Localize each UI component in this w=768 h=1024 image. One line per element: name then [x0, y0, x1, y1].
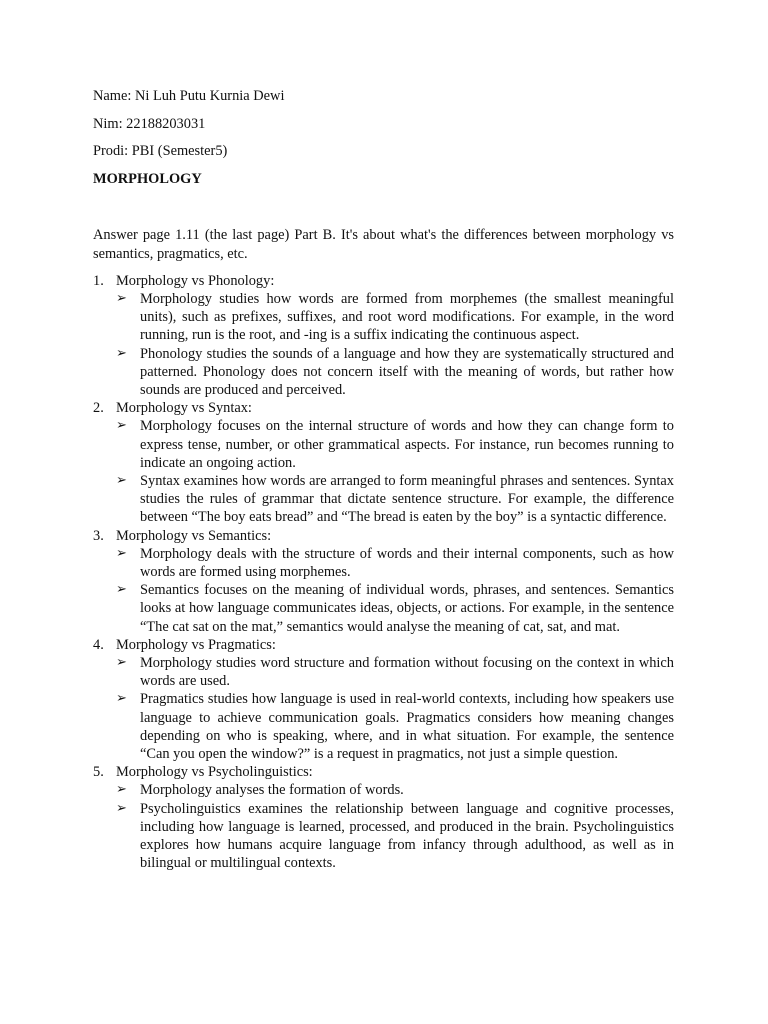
bullet-text: Phonology studies the sounds of a language and how they are systematically structured and patterned. Phonology does not concern itself with the meaning of words, but rather how sounds are produced and perceived.: [140, 345, 674, 398]
student-name: Name: Ni Luh Putu Kurnia Dewi: [93, 88, 285, 104]
list-item: [93, 399, 674, 526]
list-item: [93, 763, 674, 872]
bullet-item: [116, 581, 674, 636]
list-item-heading-text: Morphology vs Semantics:: [116, 527, 272, 544]
bullet-text: Morphology deals with the structure of words and their internal components, such as how words are formed using morphemes.: [140, 545, 674, 580]
arrow-bullet-icon: ➢: [116, 691, 127, 707]
list-item-number: 4.: [93, 636, 104, 653]
arrow-bullet-icon: ➢: [116, 800, 127, 816]
list-item-heading: [93, 763, 674, 781]
bullet-text: Psycholinguistics examines the relationship between language and cognitive processes, including how language is learned, processed, and produced in the brain. Psycholinguistics explores how humans acquire language from infancy through adulthood, as well as in bilingual or multilingual contexts.: [140, 800, 674, 872]
student-nim: Nim: 22188203031: [93, 115, 206, 132]
bullet-text: Morphology analyses the formation of words.: [140, 782, 404, 799]
arrow-bullet-icon: ➢: [116, 345, 127, 361]
bullet-item: [116, 290, 674, 345]
bullet-item: [116, 781, 674, 799]
list-item-heading-text: Morphology vs Phonology:: [116, 272, 275, 289]
list-item-heading-text: Morphology vs Syntax:: [116, 400, 252, 417]
arrow-bullet-icon: ➢: [116, 545, 127, 561]
bullet-text: Pragmatics studies how language is used in real-world contexts, including how speakers use language to achieve communication goals. Pragmatics considers how meaning changes depending on who is speaking, where, and in what situation. For example, the sentence “Can you open the window?” is a request in pragmatics, not just a simple question.: [140, 691, 674, 762]
arrow-bullet-icon: ➢: [116, 472, 127, 488]
bullet-item: [116, 345, 674, 400]
list-item-number: 2.: [93, 400, 104, 417]
intro-paragraph: Answer page 1.11 (the last page) Part B. It's about what's the differences between morphology vs semantics, pragmatics, etc.: [93, 227, 674, 262]
bullet-list: [93, 545, 674, 636]
list-item-heading-text: Morphology vs Pragmatics:: [116, 636, 276, 653]
arrow-bullet-icon: ➢: [116, 290, 127, 306]
bullet-list: [93, 417, 674, 526]
list-item-number: 1.: [93, 272, 104, 289]
list-item-heading: [93, 399, 674, 417]
student-prodi: Prodi: PBI (Semester5): [93, 143, 228, 160]
bullet-list: [93, 290, 674, 399]
bullet-text: Morphology focuses on the internal structure of words and how they can change form to express tense, number, or other grammatical aspects. For instance, run becomes running to indicate an ongoing action.: [140, 418, 674, 471]
bullet-item: [116, 654, 674, 690]
list-item: [93, 527, 674, 636]
bullet-item: [116, 472, 674, 527]
arrow-bullet-icon: ➢: [116, 418, 127, 434]
list-item-number: 5.: [93, 764, 104, 781]
bullet-item: [116, 545, 674, 581]
list-item-heading: [93, 636, 674, 654]
bullet-item: [116, 800, 674, 873]
bullet-item: [116, 417, 674, 472]
bullet-list: [93, 654, 674, 763]
document-title: MORPHOLOGY: [93, 171, 202, 188]
list-item-heading-text: Morphology vs Psycholinguistics:: [116, 764, 313, 781]
arrow-bullet-icon: ➢: [116, 782, 127, 798]
document-page: [93, 87, 674, 872]
bullet-text: Syntax examines how words are arranged to form meaningful phrases and sentences. Syntax studies the rules of grammar that dictate sentence structure. For example, the difference between “The boy eats bread” and “The bread is eaten by the boy” is a syntactic difference.: [140, 472, 674, 526]
list-item: [93, 636, 674, 763]
list-item: [93, 272, 674, 399]
list-item-number: 3.: [93, 527, 104, 544]
bullet-item: [116, 690, 674, 763]
bullet-text: Semantics focuses on the meaning of individual words, phrases, and sentences. Semantics looks at how language communicates ideas, objects, or actions. For example, in the sentence “The cat sat on the mat,” semantics would analyse the meaning of cat, sat, and mat.: [140, 582, 674, 635]
bullet-text: Morphology studies how words are formed from morphemes (the smallest meaningful units), such as prefixes, suffixes, and root word modifications. For example, in the word running, run is the root, and -ing is a suffix indicating the continuous aspect.: [140, 290, 674, 344]
arrow-bullet-icon: ➢: [116, 654, 127, 670]
arrow-bullet-icon: ➢: [116, 582, 127, 598]
bullet-text: Morphology studies word structure and formation without focusing on the context in which words are used.: [140, 654, 674, 690]
list-item-heading: [93, 272, 674, 290]
bullet-list: [93, 781, 674, 872]
list-item-heading: [93, 527, 674, 545]
comparison-list: [93, 272, 674, 873]
